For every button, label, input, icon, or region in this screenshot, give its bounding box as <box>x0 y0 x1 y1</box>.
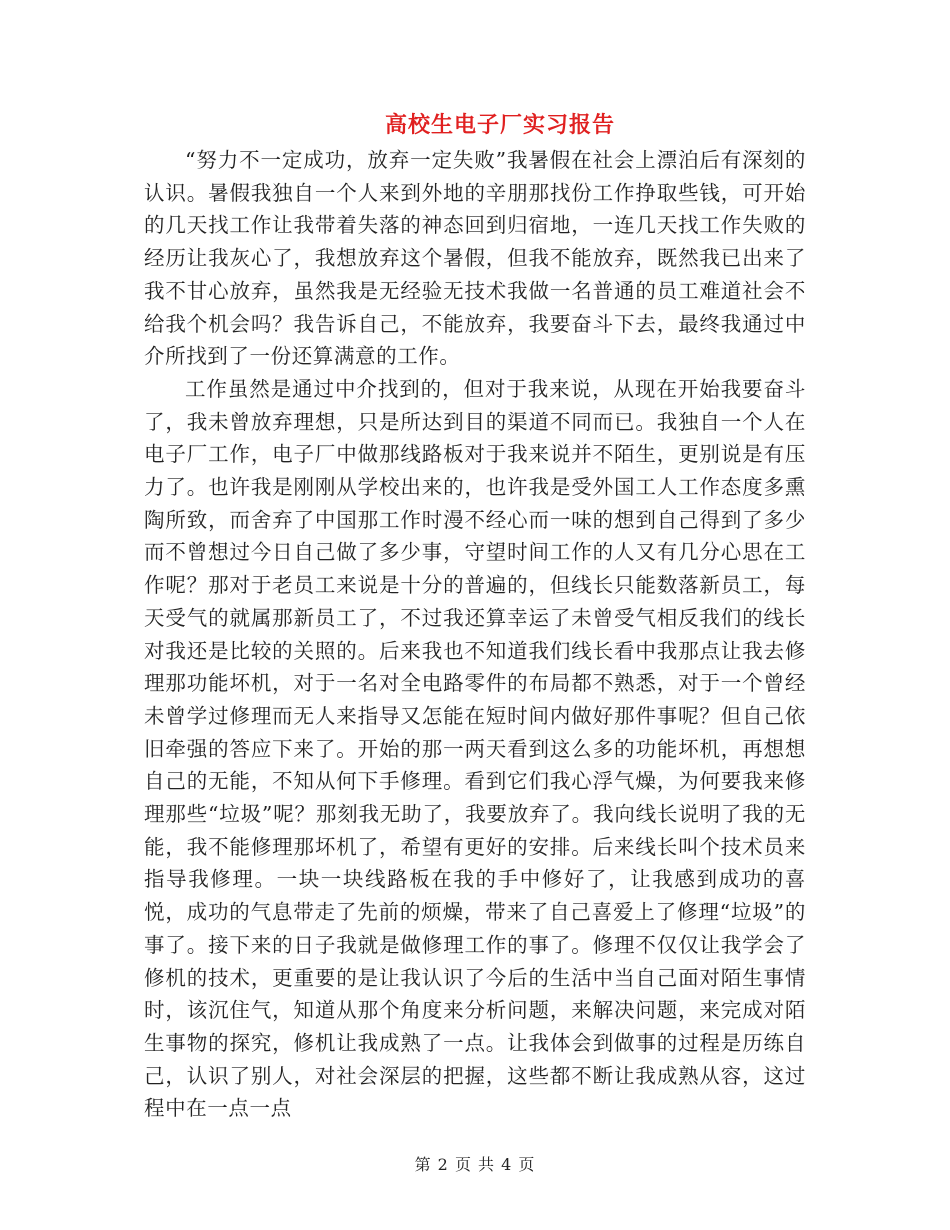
page-number-footer: 第 2 页 共 4 页 <box>414 1155 536 1174</box>
document-body <box>144 144 806 1125</box>
paragraph: “努力不一定成功，放弃一定失败”我暑假在社会上漂泊后有深刻的认识。暑假我独自一个人来到外地的辛朋那找份工作挣取些钱，可开始的几天找工作让我带着失落的神态回到归宿地，一连几天找工作失败的经历让我灰心了，我想放弃这个暑假，但我不能放弃，既然我已出来了我不甘心放弃，虽然我是无经验无技术我做一名普通的员工难道社会不给我个机会吗？我告诉自己，不能放弃，我要奋斗下去，最终我通过中介所找到了一份还算满意的工作。 <box>144 148 806 369</box>
document-title: 高校生电子厂实习报告 <box>384 112 615 138</box>
paragraph: 工作虽然是通过中介找到的，但对于我来说，从现在开始我要奋斗了，我未曾放弃理想，只是所达到目的渠道不同而已。我独自一个人在电子厂工作，电子厂中做那线路板对于我来说并不陌生，更别说是有压力了。也许我是刚刚从学校出来的，也许我是受外国工人工作态度多熏陶所致，而舍弃了中国那工作时漫不经心而一味的想到自己得到了多少而不曾想过今日自己做了多少事，守望时间工作的人又有几分心思在工作呢？那对于老员工来说是十分的普遍的，但线长只能数落新员工，每天受气的就属那新员工了，不过我还算幸运了未曾受气相反我们的线长对我还是比较的关照的。后来我也不知道我们线长看中我那点让我去修理那功能坏机，对于一名对全电路零件的布局都不熟悉，对于一个曾经未曾学过修理而无人来指导又怎能在短时间内做好那件事呢？但自己依旧牵强的答应下来了。开始的那一两天看到这么多的功能坏机，再想想自己的无能，不知从何下手修理。看到它们我心浮气燥，为何要我来修理那些“垃圾”呢？那刻我无助了，我要放弃了。我向线长说明了我的无能，我不能修理那坏机了，希望有更好的安排。后来线长叫个技术员来指导我修理。一块一块线路板在我的手中修好了，让我感到成功的喜悦，成功的气息带走了先前的烦燥，带来了自己喜爱上了修理“垃圾”的事了。接下来的日子我就是做修理工作的事了。修理不仅仅让我学会了修机的技术，更重要的是让我认识了今后的生活中当自己面对陌生事情时，该沉住气，知道从那个角度来分析问题，来解决问题，来完成对陌生事物的探究，修机让我成熟了一点。让我体会到做事的过程是历练自己，认识了别人，对社会深层的把握，这些都不断让我成熟从容，这过程中在一点一点 <box>144 376 806 1121</box>
